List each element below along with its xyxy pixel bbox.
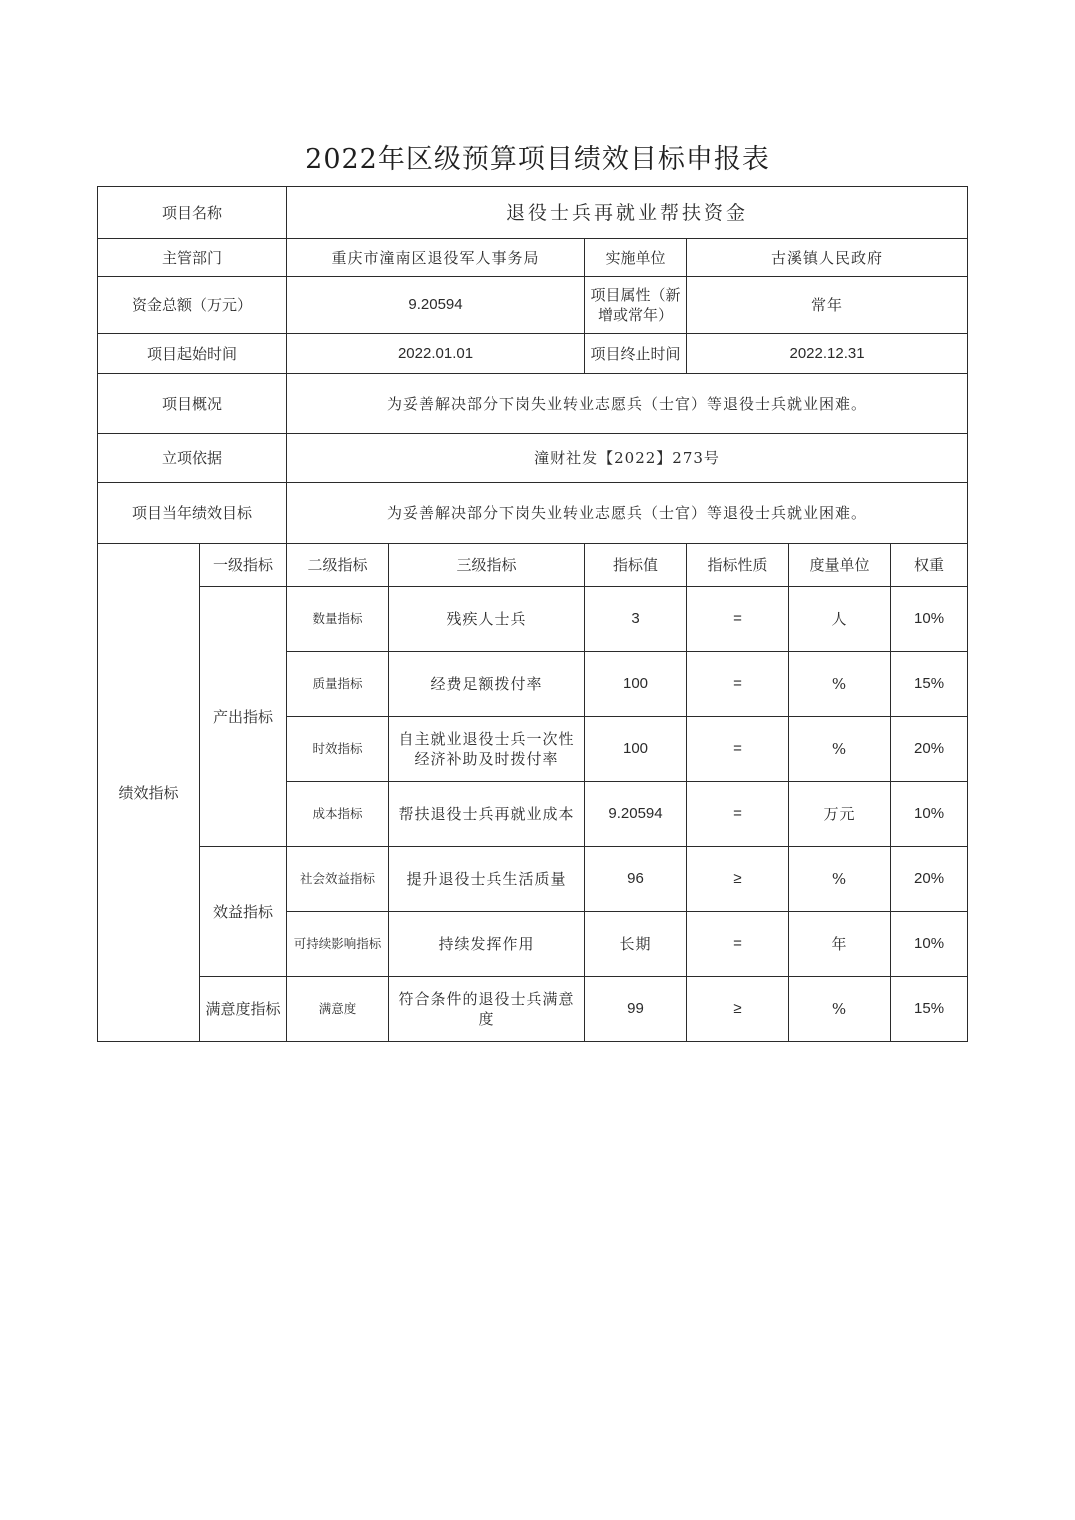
value-cell: 3 (585, 587, 687, 652)
level3-cell: 持续发挥作用 (389, 912, 585, 977)
funds-row (98, 277, 968, 334)
indicator-section-label: 绩效指标 (98, 544, 200, 1042)
weight-cell: 15% (891, 652, 968, 717)
period-row (98, 334, 968, 374)
nature-cell: ≥ (687, 847, 789, 912)
level2-cell: 成本指标 (287, 782, 389, 847)
header-level3: 三级指标 (389, 544, 585, 587)
indicator-row (98, 847, 968, 912)
nature-cell: ≥ (687, 977, 789, 1042)
unit-cell: % (789, 717, 891, 782)
indicator-header-row (98, 544, 968, 587)
unit-cell: 年 (789, 912, 891, 977)
overview-row (98, 374, 968, 434)
unit-cell: % (789, 652, 891, 717)
value-cell: 96 (585, 847, 687, 912)
weight-cell: 20% (891, 717, 968, 782)
page-title: 2022年区级预算项目绩效目标申报表 (305, 144, 770, 175)
weight-cell: 10% (891, 912, 968, 977)
value-cell: 100 (585, 652, 687, 717)
level3-cell: 帮扶退役士兵再就业成本 (389, 782, 585, 847)
project-name-label: 项目名称 (98, 187, 287, 239)
level2-cell: 可持续影响指标 (287, 912, 389, 977)
overview-label: 项目概况 (98, 374, 287, 434)
project-name-row (98, 187, 968, 239)
unit-cell: % (789, 977, 891, 1042)
funds-value: 9.20594 (287, 277, 585, 334)
department-row (98, 239, 968, 277)
weight-cell: 10% (891, 587, 968, 652)
level2-cell: 满意度 (287, 977, 389, 1042)
level3-cell: 自主就业退役士兵一次性经济补助及时拨付率 (389, 717, 585, 782)
dept-label: 主管部门 (98, 239, 287, 277)
header-level2: 二级指标 (287, 544, 389, 587)
level3-cell: 经费足额拨付率 (389, 652, 585, 717)
attr-value: 常年 (687, 277, 968, 334)
unit-cell: % (789, 847, 891, 912)
header-level1: 一级指标 (200, 544, 287, 587)
header-value: 指标值 (585, 544, 687, 587)
header-unit: 度量单位 (789, 544, 891, 587)
basis-row (98, 434, 968, 483)
nature-cell: = (687, 782, 789, 847)
goal-row (98, 483, 968, 544)
unit-cell: 人 (789, 587, 891, 652)
level1-output: 产出指标 (200, 587, 287, 847)
performance-target-form (97, 186, 968, 1042)
nature-cell: = (687, 912, 789, 977)
indicator-row (98, 587, 968, 652)
basis-value: 潼财社发【2022】273号 (287, 434, 968, 483)
goal-value: 为妥善解决部分下岗失业转业志愿兵（士官）等退役士兵就业困难。 (287, 483, 968, 544)
header-weight: 权重 (891, 544, 968, 587)
goal-label: 项目当年绩效目标 (98, 483, 287, 544)
level2-cell: 社会效益指标 (287, 847, 389, 912)
funds-label: 资金总额（万元） (98, 277, 287, 334)
impl-value: 古溪镇人民政府 (687, 239, 968, 277)
header-nature: 指标性质 (687, 544, 789, 587)
level2-cell: 质量指标 (287, 652, 389, 717)
level3-cell: 符合条件的退役士兵满意度 (389, 977, 585, 1042)
value-cell: 99 (585, 977, 687, 1042)
level1-satisfaction: 满意度指标 (200, 977, 287, 1042)
dept-value: 重庆市潼南区退役军人事务局 (287, 239, 585, 277)
weight-cell: 10% (891, 782, 968, 847)
overview-value: 为妥善解决部分下岗失业转业志愿兵（士官）等退役士兵就业困难。 (287, 374, 968, 434)
end-value: 2022.12.31 (687, 334, 968, 374)
basis-label: 立项依据 (98, 434, 287, 483)
start-value: 2022.01.01 (287, 334, 585, 374)
nature-cell: = (687, 587, 789, 652)
attr-label: 项目属性（新增或常年） (585, 277, 687, 334)
unit-cell: 万元 (789, 782, 891, 847)
value-cell: 100 (585, 717, 687, 782)
project-name-value: 退役士兵再就业帮扶资金 (287, 187, 968, 239)
weight-cell: 20% (891, 847, 968, 912)
level1-benefit: 效益指标 (200, 847, 287, 977)
weight-cell: 15% (891, 977, 968, 1042)
end-label: 项目终止时间 (585, 334, 687, 374)
level2-cell: 时效指标 (287, 717, 389, 782)
level3-cell: 提升退役士兵生活质量 (389, 847, 585, 912)
level3-cell: 残疾人士兵 (389, 587, 585, 652)
value-cell: 9.20594 (585, 782, 687, 847)
value-cell: 长期 (585, 912, 687, 977)
start-label: 项目起始时间 (98, 334, 287, 374)
indicator-row (98, 977, 968, 1042)
impl-label: 实施单位 (585, 239, 687, 277)
level2-cell: 数量指标 (287, 587, 389, 652)
nature-cell: = (687, 652, 789, 717)
nature-cell: = (687, 717, 789, 782)
